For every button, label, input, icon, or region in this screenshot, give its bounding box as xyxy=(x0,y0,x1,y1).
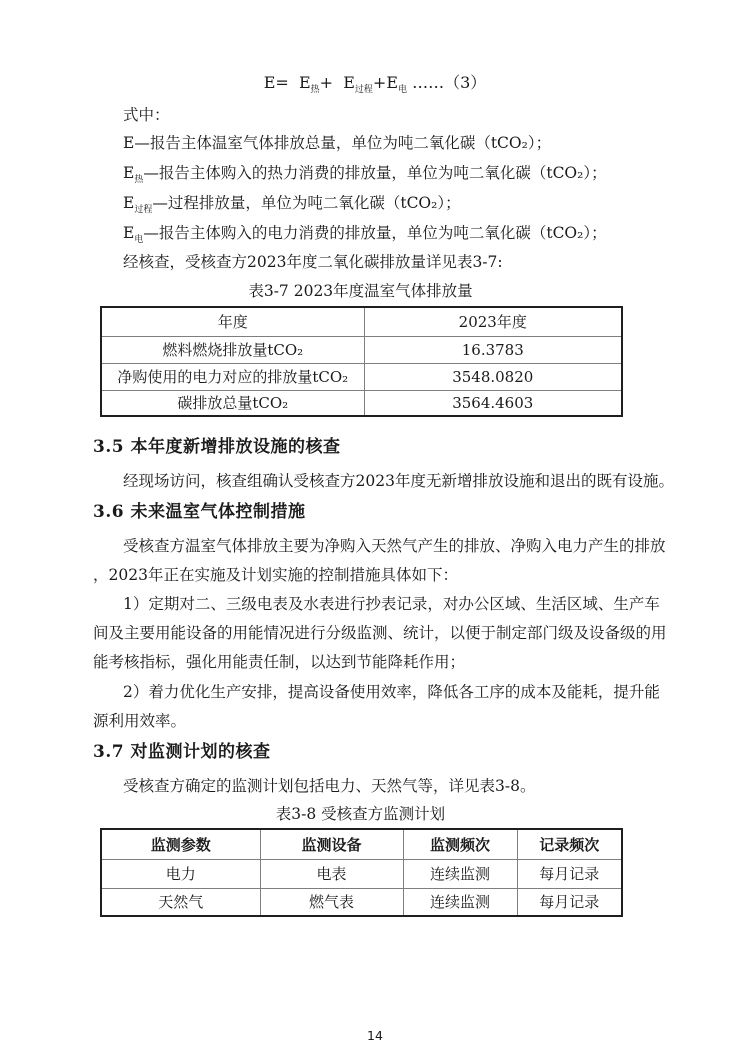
table-cell: 16.3783 xyxy=(364,336,622,363)
column-header: 监测频次 xyxy=(403,829,517,859)
table-cell: 碳排放总量tCO₂ xyxy=(101,390,364,416)
section-3-6-line: 1）定期对二、三级电表及水表进行抄表记录，对办公区域、生活区域、生产车 xyxy=(123,595,660,613)
section-3-6-line: ，2023年正在实施及计划实施的控制措施具体如下： xyxy=(93,566,458,584)
table-cell: 天然气 xyxy=(101,888,260,916)
table-row xyxy=(101,307,622,336)
term-description: —过程排放量，单位为吨二氧化碳（tCO₂）； xyxy=(152,194,461,212)
table-cell: 连续监测 xyxy=(403,888,517,916)
term-symbol: E xyxy=(123,134,135,152)
term-subscript: 电 xyxy=(134,235,144,246)
formula-where-label: 式中： xyxy=(123,106,170,124)
table-cell: 2023年度 xyxy=(364,307,622,336)
section-heading-3-6: 3.6 未来温室气体控制措施 xyxy=(93,502,306,522)
formula-plus-1: + E xyxy=(319,73,355,92)
term-description: —报告主体购入的电力消费的排放量，单位为吨二氧化碳（tCO₂）； xyxy=(143,224,607,242)
table-cell: 3564.4603 xyxy=(364,390,622,416)
table-cell: 每月记录 xyxy=(517,888,622,916)
section-3-6-line: 能考核指标，强化用能责任制，以达到节能降耗作用； xyxy=(93,653,466,671)
table-3-7-emissions xyxy=(100,306,623,417)
table-row xyxy=(101,859,622,888)
section-heading-3-5: 3.5 本年度新增排放设施的核查 xyxy=(93,437,341,457)
term-description: —报告主体温室气体排放总量，单位为吨二氧化碳（tCO₂）； xyxy=(134,134,552,152)
term-subscript: 过程 xyxy=(134,205,153,216)
term-symbol: E xyxy=(123,224,135,242)
formula-plus-2: +E xyxy=(372,73,399,92)
term-description: —报告主体购入的热力消费的排放量，单位为吨二氧化碳（tCO₂）； xyxy=(143,164,607,182)
term-symbol: E xyxy=(123,194,135,212)
definition-line-e-heat xyxy=(123,163,607,186)
definition-line-e-process xyxy=(123,193,461,216)
section-3-6-line: 2）着力优化生产安排，提高设备使用效率，降低各工序的成本及能耗，提升能 xyxy=(123,683,660,701)
formula-subscript-process: 过程 xyxy=(354,85,373,96)
formula-term-total: E= E xyxy=(263,73,311,92)
column-header: 记录频次 xyxy=(517,829,622,859)
column-header: 监测参数 xyxy=(101,829,260,859)
table-3-7-caption: 表3-7 2023年度温室气体排放量 xyxy=(248,282,473,300)
term-symbol: E xyxy=(123,164,135,182)
table-cell: 3548.0820 xyxy=(364,363,622,390)
table-row xyxy=(101,390,622,416)
column-header: 监测设备 xyxy=(260,829,403,859)
table-3-8-caption: 表3-8 受核查方监测计划 xyxy=(275,805,446,823)
table-header-row xyxy=(101,829,622,859)
table-cell: 燃料燃烧排放量tCO₂ xyxy=(101,336,364,363)
section-heading-3-7: 3.7 对监测计划的核查 xyxy=(93,742,271,762)
section-3-6-line: 受核查方温室气体排放主要为净购入天然气产生的排放、净购入电力产生的排放 xyxy=(123,537,666,555)
formula-subscript-electricity: 电 xyxy=(398,85,408,96)
table-row xyxy=(101,336,622,363)
term-subscript: 热 xyxy=(134,175,144,186)
section-3-5-body: 经现场访问，核查组确认受核查方2023年度无新增排放设施和退出的既有设施。 xyxy=(123,472,674,490)
section-3-6-line: 源利用效率。 xyxy=(93,712,187,730)
section-3-6-line: 间及主要用能设备的用能情况进行分级监测、统计，以便于制定部门级及设备级的用 xyxy=(93,624,667,642)
section-3-7-body: 受核查方确定的监测计划包括电力、天然气等，详见表3-8。 xyxy=(123,777,536,795)
table-cell: 电力 xyxy=(101,859,260,888)
formula-subscript-heat: 热 xyxy=(310,85,320,96)
verified-note: 经核查，受核查方2023年度二氧化碳排放量详见表3-7: xyxy=(123,253,503,271)
definition-line-e-total xyxy=(123,133,551,153)
table-row xyxy=(101,888,622,916)
table-3-8-monitoring-plan xyxy=(100,828,623,917)
table-cell: 电表 xyxy=(260,859,403,888)
formula-number: ……（3） xyxy=(407,73,487,92)
formula-equation xyxy=(0,73,750,96)
table-cell: 连续监测 xyxy=(403,859,517,888)
table-cell: 净购使用的电力对应的排放量tCO₂ xyxy=(101,363,364,390)
table-row xyxy=(101,363,622,390)
table-cell: 燃气表 xyxy=(260,888,403,916)
table-cell: 每月记录 xyxy=(517,859,622,888)
table-cell: 年度 xyxy=(101,307,364,336)
definition-line-e-electricity xyxy=(123,223,607,246)
page-number: 14 xyxy=(367,1028,383,1043)
